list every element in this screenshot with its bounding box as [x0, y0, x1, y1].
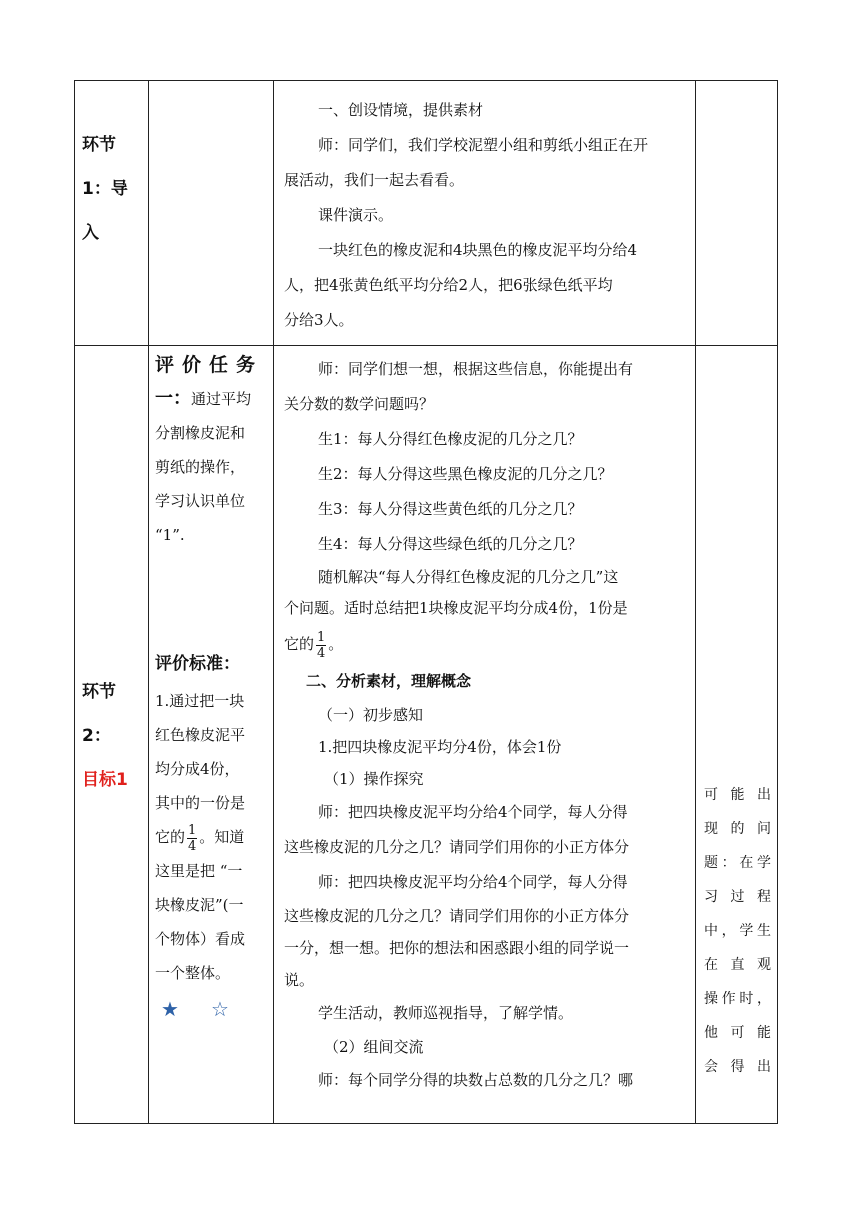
evaluation-standard-text: 。知道 [199, 828, 245, 846]
notes-line: 现的问 [704, 821, 771, 837]
evaluation-task-text: 分割橡皮泥和 [155, 424, 246, 442]
content-line: 师：同学们，我们学校泥塑小组和剪纸小组正在开 [318, 136, 649, 154]
content-line: 一分，想一想。把你的想法和困惑跟小组的同学说一 [284, 939, 630, 957]
content-line: 1.把四块橡皮泥平均分4份，体会1份 [318, 738, 562, 756]
content-line: 一块红色的橡皮泥和4块黑色的橡皮泥平均分给4 [318, 241, 638, 259]
goal-label: 目标1 [82, 770, 128, 790]
table-row-stage-1 [75, 81, 778, 346]
outline-star-icon: ☆ [211, 997, 229, 1021]
fraction-denominator: 4 [188, 838, 197, 854]
notes-line: 在直观 [704, 957, 771, 973]
lesson-plan-table [74, 80, 778, 1124]
fraction-numerator: 1 [188, 822, 197, 838]
evaluation-standard-text: 均分成4份， [155, 760, 240, 778]
content-line: 随机解决“每人分得红色橡皮泥的几分之几”这 [318, 568, 619, 586]
evaluation-standard-text: 这里是把 “一 [155, 862, 243, 880]
content-line: 说。 [284, 971, 315, 989]
content-line: （2）组间交流 [324, 1038, 424, 1056]
notes-line: 题：在学 [704, 855, 771, 871]
evaluation-standard-title: 评价标准： [155, 654, 240, 674]
stage-cell [75, 346, 149, 1124]
content-line: 生3：每人分得这些黄色纸的几分之几？ [318, 500, 583, 518]
fraction-denominator: 4 [317, 645, 326, 661]
content-line: 人，把4张黄色纸平均分给2人，把6张绿色纸平均 [284, 276, 613, 294]
stage-label: 环节 [82, 682, 116, 702]
notes-line: 习过程 [704, 889, 771, 905]
stage-label: 2： [82, 726, 111, 746]
content-line: 生4：每人分得这些绿色纸的几分之几？ [318, 535, 583, 553]
evaluation-task-text: 剪纸的操作， [155, 458, 246, 476]
content-cell [274, 81, 696, 346]
content-line: 生1：每人分得红色橡皮泥的几分之几？ [318, 430, 583, 448]
notes-line: 可能出 [704, 787, 771, 803]
evaluation-standard-text: 它的 [155, 828, 186, 846]
evaluation-task-title: 评价任务 [155, 354, 264, 376]
evaluation-cell [149, 81, 274, 346]
content-line: 这些橡皮泥的几分之几？请同学们用你的小正方体分 [284, 838, 630, 856]
content-line: 这些橡皮泥的几分之几？请同学们用你的小正方体分 [284, 907, 630, 925]
evaluation-task-text: 通过平均 [191, 390, 252, 408]
content-line: 师：把四块橡皮泥平均分给4个同学，每人分得 [318, 873, 628, 891]
content-cell [274, 346, 696, 1124]
notes-cell [696, 81, 778, 346]
content-line: 。 [328, 635, 344, 653]
content-line: 师：同学们想一想，根据这些信息，你能提出有 [318, 360, 634, 378]
evaluation-standard-text: 红色橡皮泥平 [155, 726, 246, 744]
notes-line: 中，学生 [704, 923, 771, 939]
stage-label: 入 [82, 223, 99, 243]
content-line: 个问题。适时总结把1块橡皮泥平均分成4份，1份是 [284, 599, 628, 617]
content-line: （1）操作探究 [324, 770, 424, 788]
fraction-one-quarter [316, 630, 326, 661]
content-line: 它的 [284, 635, 315, 653]
content-line: 师：每个同学分得的块数占总数的几分之几？哪 [318, 1071, 634, 1089]
notes-line: 他可能 [704, 1025, 771, 1041]
fraction-numerator: 1 [317, 629, 326, 645]
notes-cell [696, 346, 778, 1124]
evaluation-standard-text: 其中的一份是 [155, 794, 246, 812]
evaluation-task-text: 学习认识单位 [155, 492, 246, 510]
table-row-stage-2 [75, 346, 778, 1124]
content-line: （一）初步感知 [318, 706, 424, 724]
stage-label: 环节 [82, 135, 116, 155]
content-line: 课件演示。 [318, 206, 394, 224]
content-line: 展活动，我们一起去看看。 [284, 171, 465, 189]
evaluation-task-number: 一： [155, 388, 191, 409]
fraction-one-quarter [187, 823, 197, 854]
notes-line: 操作时， [704, 991, 771, 1007]
content-line: 生2：每人分得这些黑色橡皮泥的几分之几？ [318, 465, 613, 483]
content-line: 关分数的数学问题吗？ [284, 395, 435, 413]
content-line: 师：把四块橡皮泥平均分给4个同学，每人分得 [318, 803, 628, 821]
filled-star-icon: ★ [161, 997, 179, 1021]
evaluation-task-text: “1”. [155, 526, 185, 544]
evaluation-standard-text: 块橡皮泥”(一 [155, 896, 244, 914]
section-heading: 二、分析素材，理解概念 [306, 672, 472, 690]
notes-line: 会得出 [704, 1059, 771, 1075]
content-line: 分给3人。 [284, 311, 354, 329]
content-line: 学生活动，教师巡视指导，了解学情。 [318, 1004, 574, 1022]
evaluation-standard-text: 个物体）看成 [155, 930, 246, 948]
content-line: 一、创设情境，提供素材 [318, 101, 484, 119]
evaluation-standard-text: 1.通过把一块 [155, 692, 245, 710]
stage-cell [75, 81, 149, 346]
evaluation-standard-text: 一个整体。 [155, 964, 231, 982]
stage-label: 1：导 [82, 179, 128, 199]
evaluation-cell [149, 346, 274, 1124]
